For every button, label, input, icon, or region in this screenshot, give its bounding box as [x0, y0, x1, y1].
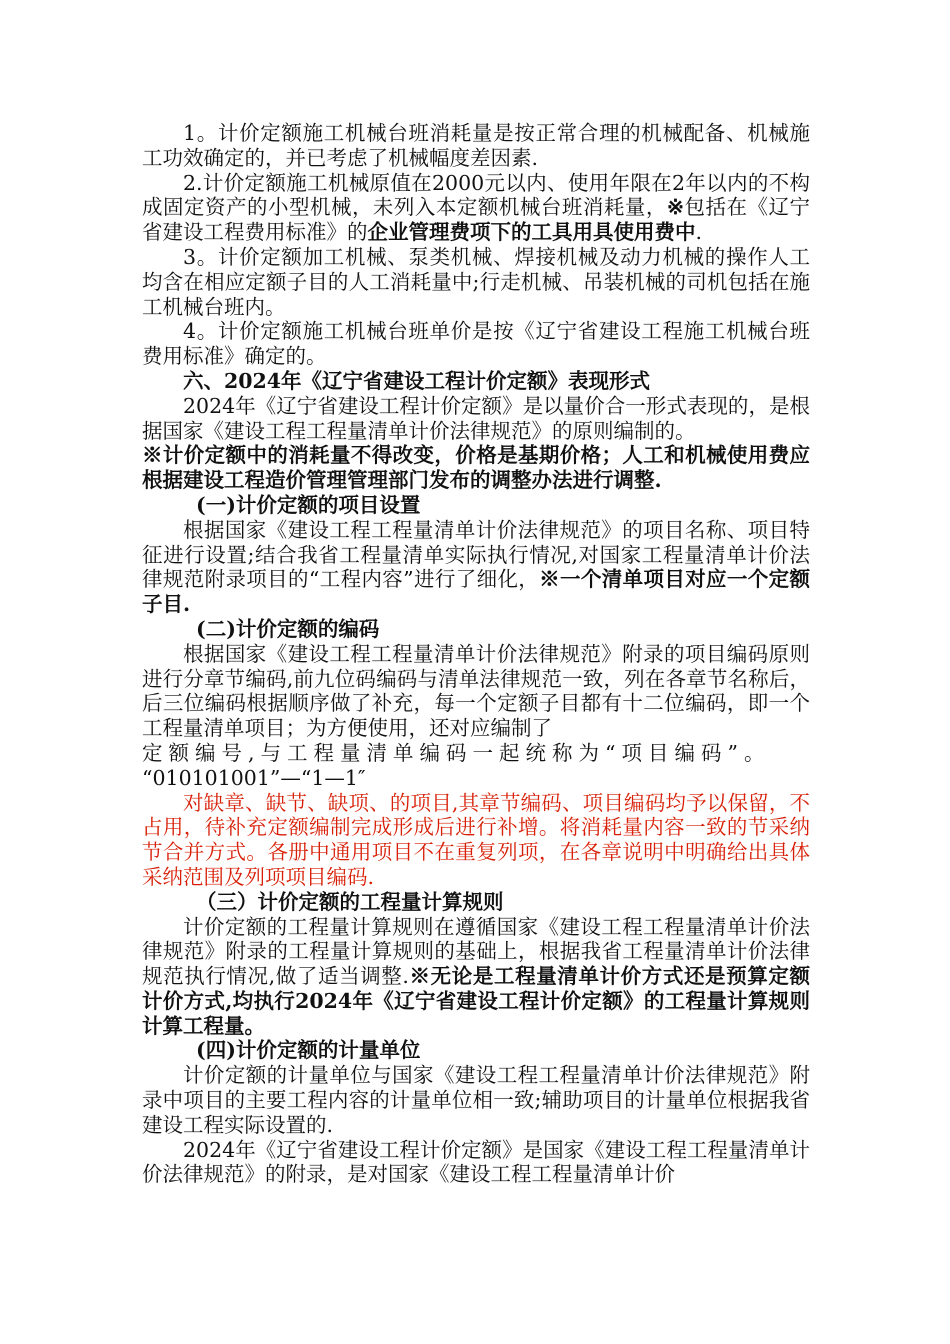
paragraph-machine-unit-price: 4。计价定额施工机械台班单价是按《辽宁省建设工程施工机械台班费用标准》确定的。 — [142, 319, 810, 369]
paragraph-machine-consumption: 1。计价定额施工机械台班消耗量是按正常合理的机械配备、机械施工功效确定的，并已考虑了机械幅度差因素. — [142, 121, 810, 170]
paragraph-calculation-rules: 计价定额的工程量计算规则在遵循国家《建设工程工程量清单计价法律规范》附录的工程量计算规则的基础上，根据我省工程量清单计价法律规范执行情况,做了适当调整.※无论是工程量清单计价方式还是预算定额计价方式,均执行2024年《辽宁省建设工程计价定额》的工程量计算规则计算工程量。 — [142, 914, 810, 1038]
paragraph-small-machinery: 2.计价定额施工机械原值在2000元以内、使用年限在2年以内的不构成固定资产的小型机械，未列入本定额机械台班消耗量，※包括在《辽宁省建设工程费用标准》的企业管理费项下的工具用具使用费中. — [142, 170, 811, 245]
note-marker: ※ — [666, 195, 685, 220]
paragraph-consumption-note: ※计价定额中的消耗量不得改变，价格是基期价格；人工和机械使用费应根据建设工程造价管理管理部门发布的调整办法进行调整. — [142, 443, 810, 493]
subheading-units: (四)计价定额的计量单位 — [196, 1038, 421, 1063]
subheading-item-setting: (一)计价定额的项目设置 — [196, 492, 421, 517]
bold-phrase: 企业管理费项下的工具用具使用费中 — [367, 220, 696, 245]
bold-note: ※一个清单项目对应一个定额子目. — [142, 567, 810, 617]
subheading-calculation-rules: （三）计价定额的工程量计算规则 — [196, 889, 504, 914]
paragraph-appendix: 2024年《辽宁省建设工程计价定额》是国家《建设工程工程量清单计价法律规范》的附录，是对国家《建设工程工程量清单计价 — [142, 1137, 810, 1187]
subheading-coding: (二)计价定额的编码 — [196, 616, 380, 641]
code-example: “010101001”—“1—1″ — [142, 765, 366, 790]
paragraph-coding: 根据国家《建设工程工程量清单计价法律规范》附录的项目编码原则进行分章节编码,前九位码编码与清单法律规范一致，列在各章节名称后，后三位编码根据顺序做了补充，每一个定额子目都有十二位编码，即一个工程量清单项目；为方便使用，还对应编制了 — [142, 641, 810, 741]
paragraph-presentation-form: 2024年《辽宁省建设工程计价定额》是以量价合一形式表现的，是根据国家《建设工程工程量清单计价法律规范》的原则编制的。 — [142, 393, 810, 443]
paragraph-coding-continued: 定额编号,与工程量清单编码一起统称为“项目编码”。 — [142, 740, 771, 765]
bold-note: ※无论是工程量清单计价方式还是预算定额计价方式,均执行2024年《辽宁省建设工程计价定额》的工程量计算规则计算工程量。 — [142, 964, 810, 1038]
paragraph-units: 计价定额的计量单位与国家《建设工程工程量清单计价法律规范》附录中项目的主要工程内容的计量单位相一致;辅助项目的计量单位根据我省建设工程实际设置的. — [142, 1063, 810, 1137]
paragraph-item-setting: 根据国家《建设工程工程量清单计价法律规范》的项目名称、项目特征进行设置;结合我省工程量清单实际执行情况,对国家工程量清单计价法律规范附录项目的“工程内容”进行了细化，※一个清单项目对应一个定额子目. — [142, 517, 810, 617]
paragraph-operator-labor: 3。计价定额加工机械、泵类机械、焊接机械及动力机械的操作人工均含在相应定额子目的人工消耗量中;行走机械、吊装机械的司机包括在施工机械台班内。 — [142, 244, 810, 319]
section-heading-six: 六、2024年《辽宁省建设工程计价定额》表现形式 — [183, 368, 651, 393]
paragraph-missing-items-red: 对缺章、缺节、缺项、的项目,其章节编码、项目编码均予以保留，不占用，待补充定额编制完成形成后进行补增。将消耗量内容一致的节采纳节合并方式。各册中通用项目不在重复列项，在各章说明中明确给出具体采纳范围及列项项目编码. — [142, 790, 810, 889]
